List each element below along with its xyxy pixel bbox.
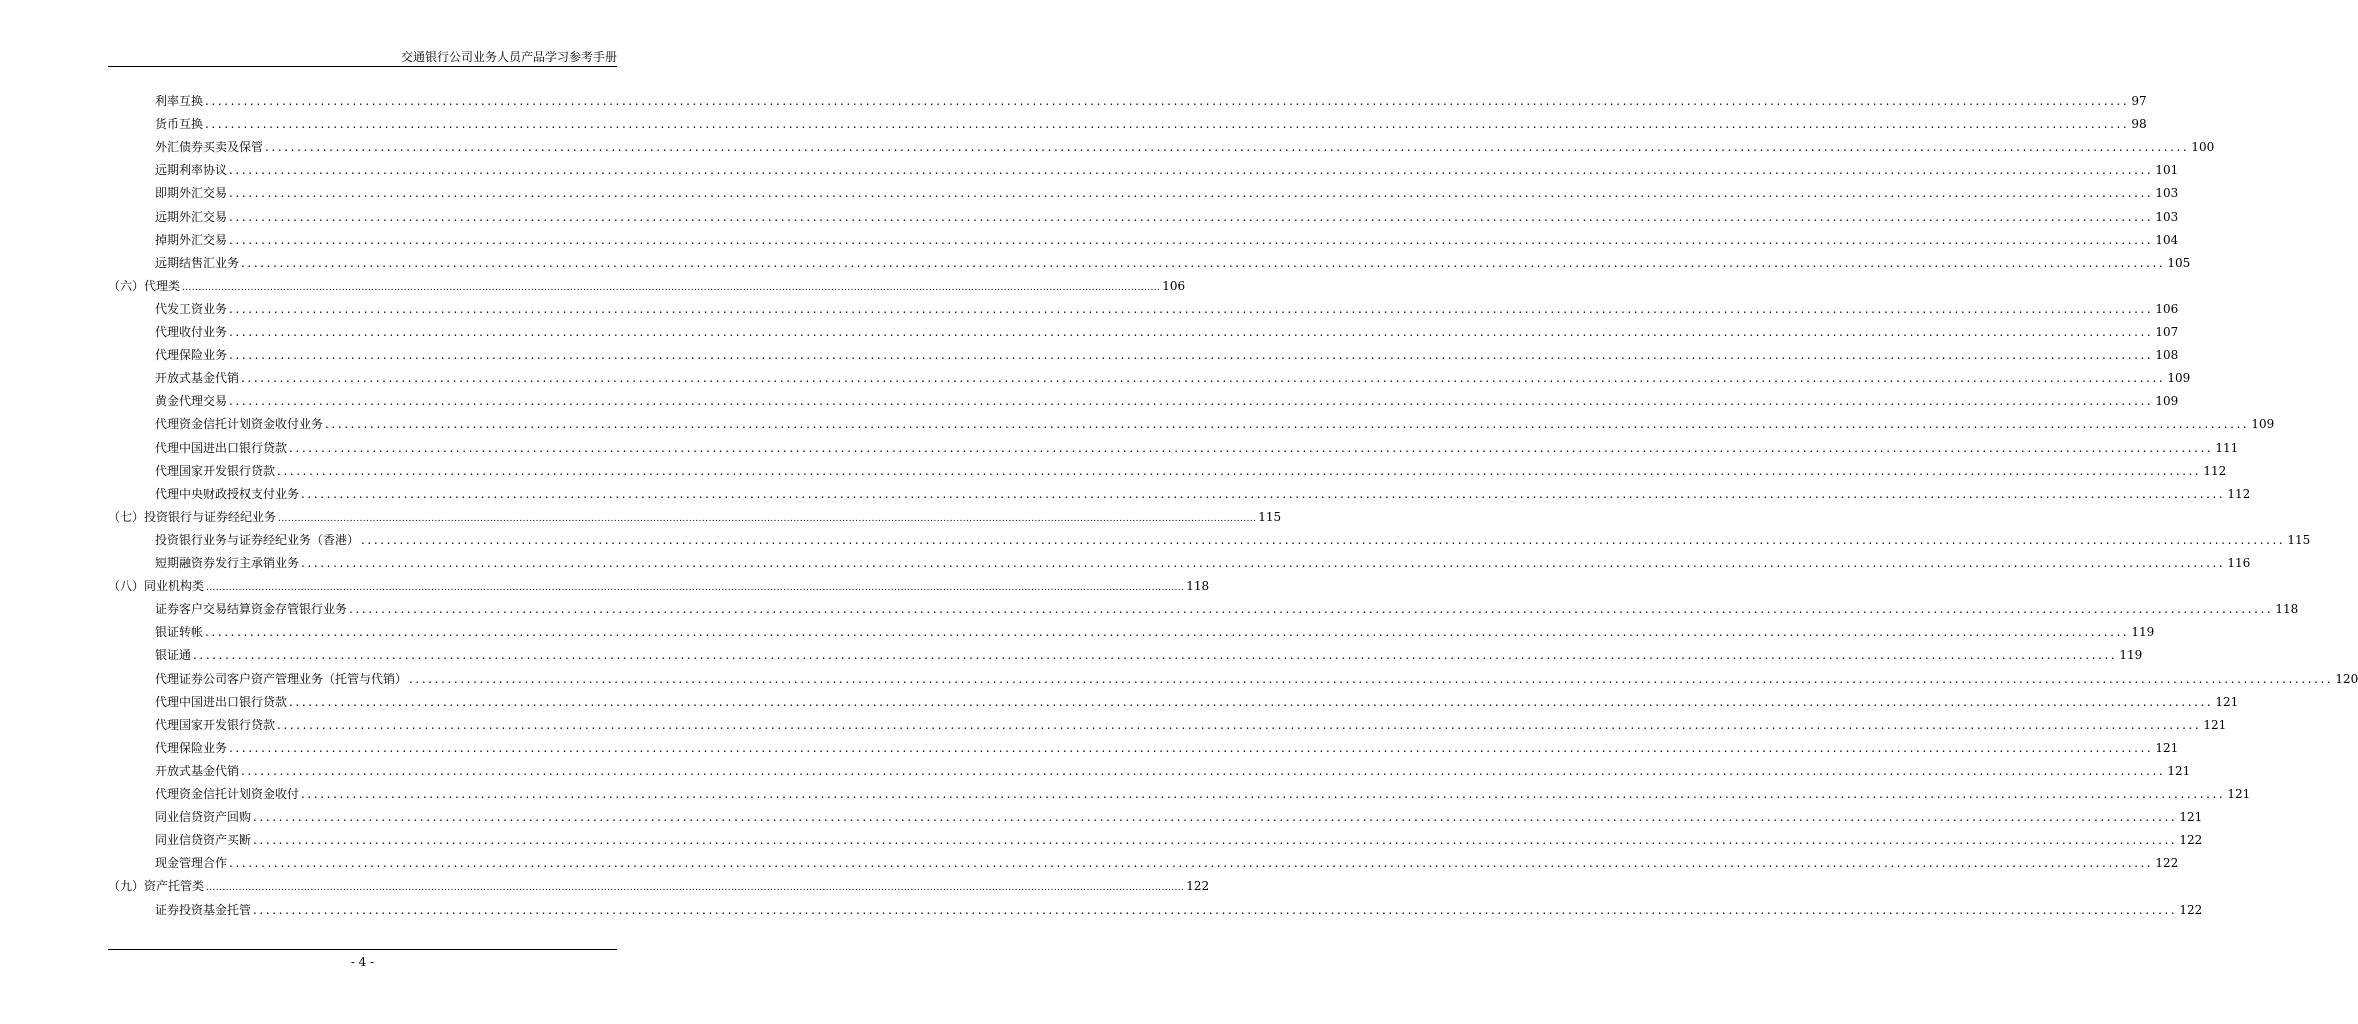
toc-entry-page: 115 — [1258, 509, 1282, 524]
toc-entry-page: 103 — [2155, 209, 2179, 224]
toc-section-entry[interactable] — [0, 278, 1186, 294]
dot-leader: ............................................................................................................................................................................................................................................................................................................ — [229, 325, 2154, 339]
toc-entry-title: 同业信贷资产买断 — [155, 833, 252, 848]
toc-entry-page: 103 — [2155, 186, 2179, 201]
toc-entry[interactable] — [0, 647, 2143, 663]
toc-entry[interactable] — [0, 393, 2179, 409]
dot-leader: ............................................................................................................................................................................................................................................................................................................ — [229, 163, 2154, 178]
toc-entry-title: 利率互换 — [155, 94, 204, 108]
toc-entry-page: 121 — [2179, 810, 2203, 825]
toc-entry-title: 代发工资业务 — [155, 301, 228, 316]
toc-entry[interactable] — [0, 463, 2227, 479]
toc-entry-title: 开放式基金代销 — [155, 763, 240, 778]
toc-entry[interactable] — [0, 624, 2155, 640]
toc-entry-title: 远期利率协议 — [155, 163, 228, 178]
toc-entry[interactable] — [0, 255, 2191, 271]
toc-entry-title: 即期外汇交易 — [155, 186, 228, 201]
toc-entry[interactable] — [0, 162, 2179, 178]
toc-entry-page: 122 — [2155, 856, 2179, 871]
toc-entry-page: 121 — [2155, 740, 2179, 755]
toc-entry[interactable] — [0, 532, 2311, 548]
dot-leader: ............................................................................................................................................................................................................................................................................................................ — [205, 117, 2130, 132]
toc-entry-page: 119 — [2119, 648, 2143, 663]
toc-entry-page: 112 — [2203, 463, 2227, 478]
toc-entry[interactable] — [0, 809, 2203, 825]
toc-entry-page: 106 — [1162, 278, 1186, 293]
toc-entry[interactable] — [0, 740, 2179, 756]
dot-leader: ............................................................................................................................................................................................................................................................................................................ — [277, 717, 2202, 732]
toc-entry-page: 112 — [2227, 486, 2251, 501]
dot-leader: ............................................................................................................................................................................................................................................................................................................ — [205, 625, 2130, 640]
dot-leader: ............................................................................................................................................................................................................................................................................................................ — [193, 648, 2118, 663]
toc-entry-title: 掉期外汇交易 — [155, 232, 228, 247]
toc-entry-page: 109 — [2167, 371, 2191, 386]
toc-entry[interactable] — [0, 232, 2179, 248]
toc-entry-title: 代理国家开发银行贷款 — [155, 463, 276, 478]
toc-entry-title: （六）代理类 — [108, 278, 181, 293]
toc-entry-page: 105 — [2167, 255, 2191, 270]
dot-leader: ............................................................................................................................................................................................................................................................................................................ — [301, 787, 2226, 801]
dot-leader: ............................................................................................................................................................................................................................................................................................................ — [229, 740, 2154, 755]
toc-entry-page: 108 — [2155, 348, 2179, 363]
toc-entry-page: 121 — [2203, 717, 2227, 732]
toc-entry[interactable] — [0, 209, 2179, 225]
dot-leader: ............................................................................................................................................................................................................................................................................................................ — [229, 301, 2154, 316]
toc-entry-title: 代理中国进出口银行贷款 — [155, 694, 288, 709]
toc-entry[interactable] — [0, 694, 2239, 710]
dot-leader: ............................................................................................................................................................................................................................................................................................................ — [229, 186, 2154, 201]
dot-leader: ............................................................................................................................................................................................................................................................................................................ — [229, 348, 2154, 363]
dot-leader: ............................................................................................................................................................................................................................................................................................................ — [253, 810, 2178, 825]
toc-section-entry[interactable] — [0, 509, 1282, 525]
toc-entry-page: 118 — [2275, 602, 2299, 617]
toc-entry[interactable] — [0, 902, 2203, 918]
toc-entry-title: 证券投资基金托管 — [155, 902, 252, 917]
toc-entry-page: 120 — [2335, 671, 2358, 686]
toc-entry-page: 121 — [2227, 787, 2251, 801]
dot-leader: ............................................................................................................................................................................................................................................................................................................ — [265, 140, 2190, 155]
toc-entry-page: 122 — [1186, 879, 1210, 894]
toc-entry[interactable] — [0, 717, 2227, 733]
toc-entry-page: 101 — [2155, 163, 2179, 178]
toc-entry[interactable] — [0, 370, 2191, 386]
toc-entry[interactable] — [0, 832, 2203, 848]
toc-entry-page: 107 — [2155, 325, 2179, 339]
toc-entry[interactable] — [0, 301, 2179, 317]
toc-entry-page: 97 — [2131, 94, 2147, 108]
toc-entry-page: 111 — [2215, 440, 2239, 455]
toc-entry-title: 代理保险业务 — [155, 348, 228, 363]
toc-entry-title: 银证转帐 — [155, 625, 204, 640]
toc-entry-page: 106 — [2155, 301, 2179, 316]
dot-leader: ............................................................................................................................................................................................................................................................................................................ — [289, 440, 2214, 455]
toc-entry[interactable] — [0, 486, 2251, 502]
dot-leader: ............................................................................................................................................................................................................................................................................................................ — [253, 833, 2178, 848]
toc-entry-title: （九）资产托管类 — [108, 879, 205, 894]
toc-section-entry[interactable] — [0, 878, 1210, 894]
toc-entry[interactable] — [0, 324, 2179, 340]
toc-entry-page: 118 — [1186, 579, 1210, 594]
toc-entry-title: 代理证券公司客户资产管理业务（托管与代销） — [155, 671, 408, 686]
toc-entry-title: 投资银行业务与证券经纪业务（香港） — [155, 532, 360, 547]
dot-leader: ............................................................................................................................................................................................................................................................................................................ — [278, 513, 1257, 524]
toc-entry-title: 代理国家开发银行贷款 — [155, 717, 276, 732]
dot-leader: ............................................................................................................................................................................................................................................................................................................ — [277, 463, 2202, 478]
dot-leader: ............................................................................................................................................................................................................................................................................................................ — [229, 394, 2154, 409]
toc-entry[interactable] — [0, 116, 2147, 132]
dot-leader: ............................................................................................................................................................................................................................................................................................................ — [289, 694, 2214, 709]
dot-leader: ............................................................................................................................................................................................................................................................................................................ — [229, 232, 2154, 247]
toc-entry-title: 代理收付业务 — [155, 325, 228, 339]
dot-leader: ............................................................................................................................................................................................................................................................................................................ — [241, 255, 2166, 270]
toc-entry[interactable] — [0, 93, 2147, 109]
dot-leader: ............................................................................................................................................................................................................................................................................................................ — [361, 532, 2286, 547]
toc-entry[interactable] — [0, 440, 2239, 456]
dot-leader: ............................................................................................................................................................................................................................................................................................................ — [182, 282, 1161, 293]
toc-entry-page: 98 — [2131, 117, 2147, 132]
toc-entry-title: （八）同业机构类 — [108, 579, 205, 594]
toc-entry-page: 100 — [2191, 140, 2215, 155]
dot-leader: ............................................................................................................................................................................................................................................................................................................ — [229, 856, 2154, 871]
toc-entry-title: 代理中央财政授权支付业务 — [155, 486, 300, 501]
toc-entry-title: 黄金代理交易 — [155, 394, 228, 409]
toc-entry[interactable] — [0, 347, 2179, 363]
toc-entry-title: 货币互换 — [155, 117, 204, 132]
toc-entry-page: 122 — [2179, 902, 2203, 917]
toc-section-entry[interactable] — [0, 578, 1210, 594]
toc-entry-page: 121 — [2215, 694, 2239, 709]
toc-entry-title: 银证通 — [155, 648, 192, 663]
toc-entry-title: 代理中国进出口银行贷款 — [155, 440, 288, 455]
toc-entry-title: 远期结售汇业务 — [155, 255, 240, 270]
toc-entry[interactable] — [0, 671, 2358, 687]
toc-entry-page: 109 — [2251, 417, 2275, 432]
toc-entry-page: 104 — [2155, 232, 2179, 247]
dot-leader: ............................................................................................................................................................................................................................................................................................................ — [241, 371, 2166, 386]
toc-entry-page: 119 — [2131, 625, 2155, 640]
toc-entry-title: 代理资金信托计划资金收付 — [155, 787, 300, 801]
toc-entry[interactable] — [0, 763, 2191, 779]
dot-leader: ............................................................................................................................................................................................................................................................................................................ — [349, 602, 2274, 617]
toc-entry-page: 116 — [2227, 556, 2251, 570]
dot-leader: ............................................................................................................................................................................................................................................................................................................ — [241, 763, 2166, 778]
dot-leader: ............................................................................................................................................................................................................................................................................................................ — [301, 486, 2226, 501]
toc-entry-title: 远期外汇交易 — [155, 209, 228, 224]
toc-entry[interactable] — [0, 139, 2215, 155]
toc-entry-page: 109 — [2155, 394, 2179, 409]
header-title: 交通银行公司业务人员产品学习参考手册 — [400, 50, 617, 64]
dot-leader: ............................................................................................................................................................................................................................................................................................................ — [205, 94, 2130, 108]
toc-entry-title: 代理保险业务 — [155, 740, 228, 755]
dot-leader: ............................................................................................................................................................................................................................................................................................................ — [253, 902, 2178, 917]
dot-leader: ............................................................................................................................................................................................................................................................................................................ — [206, 583, 1185, 594]
toc-entry[interactable] — [0, 555, 2251, 571]
page-number: - 4 - — [350, 955, 375, 969]
dot-leader: ............................................................................................................................................................................................................................................................................................................ — [409, 671, 2334, 686]
toc-entry-title: 开放式基金代销 — [155, 371, 240, 386]
toc-entry[interactable] — [0, 185, 2179, 201]
toc-entry[interactable] — [0, 601, 2299, 617]
dot-leader: ............................................................................................................................................................................................................................................................................................................ — [229, 209, 2154, 224]
toc-entry[interactable] — [0, 855, 2179, 871]
toc-entry-title: 现金管理合作 — [155, 856, 228, 871]
toc-entry[interactable] — [0, 416, 2275, 432]
toc-entry-title: （七）投资银行与证券经纪业务 — [108, 509, 277, 524]
header-rule — [108, 66, 617, 67]
toc-entry-title: 代理资金信托计划资金收付业务 — [155, 417, 324, 432]
toc-entry-title: 短期融资券发行主承销业务 — [155, 556, 300, 570]
dot-leader: ............................................................................................................................................................................................................................................................................................................ — [301, 556, 2226, 570]
toc-entry-page: 121 — [2167, 763, 2191, 778]
toc-entry-title: 外汇债券买卖及保管 — [155, 140, 264, 155]
toc-entry-page: 122 — [2179, 833, 2203, 848]
footer-rule — [108, 949, 617, 950]
toc-entry-title: 证券客户交易结算资金存管银行业务 — [155, 602, 348, 617]
toc-entry-page: 115 — [2287, 532, 2311, 547]
dot-leader: ............................................................................................................................................................................................................................................................................................................ — [206, 883, 1185, 894]
dot-leader: ............................................................................................................................................................................................................................................................................................................ — [325, 417, 2250, 432]
toc-entry[interactable] — [0, 786, 2251, 802]
toc-entry-title: 同业信贷资产回购 — [155, 810, 252, 825]
